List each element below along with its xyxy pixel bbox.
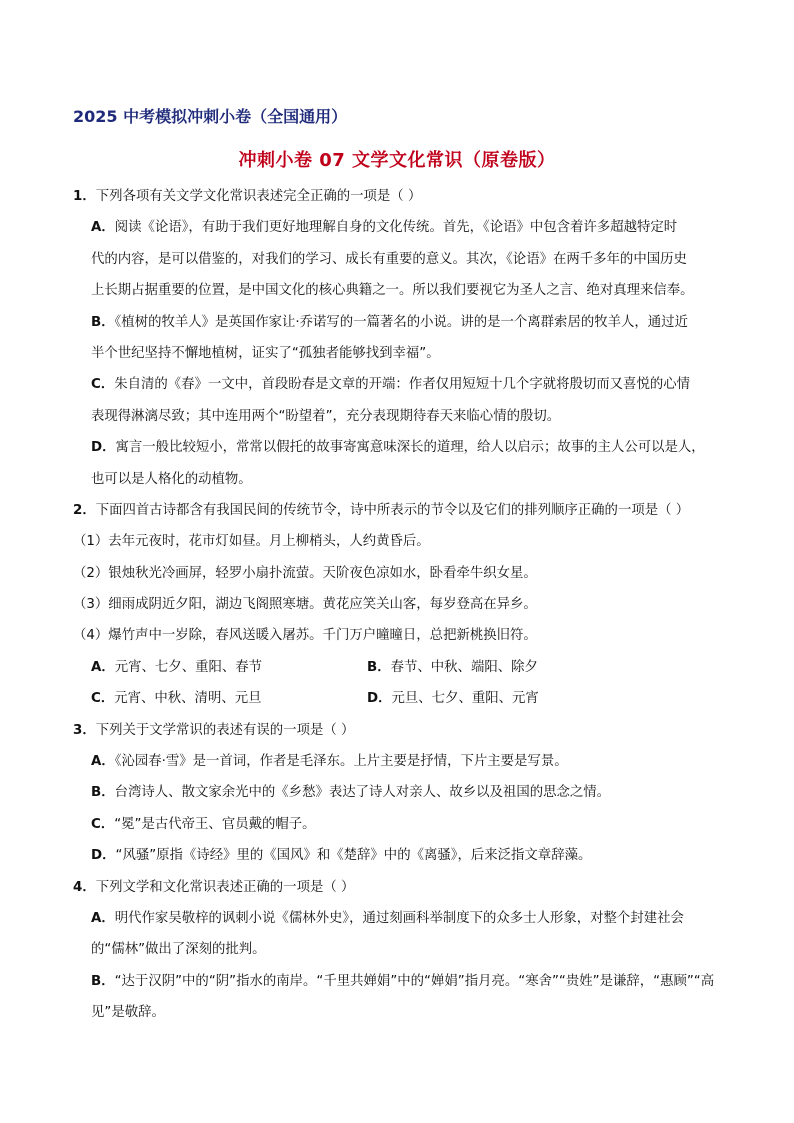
question-4-stem	[73, 877, 733, 908]
question-list	[73, 186, 733, 1034]
question-1-option-c	[73, 374, 733, 405]
question-1-option-b-cont: 半个世纪坚持不懈地植树，证实了“孤独者能够找到幸福”。	[91, 345, 440, 361]
option-label: A．	[91, 754, 115, 770]
question-2-option-a	[73, 657, 349, 688]
question-1-stem	[73, 186, 733, 217]
option-label: C．	[91, 816, 115, 832]
option-label: B．	[91, 785, 115, 801]
option-label: A．	[91, 910, 115, 926]
question-text: 下面四首古诗都含有我国民间的传统节令，诗中所表示的节令以及它们的排列顺序正确的一项是（ ）	[95, 502, 690, 518]
option-label: D．	[367, 691, 392, 707]
option-label: A．	[91, 220, 115, 236]
option-label: D．	[91, 440, 116, 456]
poem-line-4: （4）爆竹声中一岁除，春风送暖入屠苏。千门万户曈曈日，总把新桃换旧符。	[73, 628, 537, 644]
question-number: 2．	[73, 502, 96, 518]
option-label: B．	[367, 659, 391, 675]
question-3-stem	[73, 720, 733, 751]
question-1-option-d	[73, 437, 733, 468]
option-text: 元宵、七夕、重阳、春节	[114, 659, 263, 675]
question-2-option-c	[73, 688, 349, 719]
question-text: 下列各项有关文学文化常识表述完全正确的一项是（ ）	[95, 189, 422, 204]
question-4-option-a	[73, 908, 733, 939]
option-text: 元宵、中秋、清明、元旦	[114, 691, 262, 707]
option-label: C．	[91, 691, 115, 707]
question-3-option-d	[73, 845, 733, 876]
question-number: 4．	[73, 879, 96, 895]
question-2-options-row-1	[73, 657, 733, 688]
question-3-option-b	[73, 782, 733, 813]
option-text: “达于汉阴”中的“阴”指水的南岸。“千里共婵娟”中的“婵娟”指月亮。“寒舍”“贵姓”是谦辞，“惠顾”“高	[114, 973, 715, 989]
option-text: 朱自清的《春》一文中，首段盼春是文章的开端：作者仅用短短十几个字就将殷切而又喜悦的心情	[114, 377, 691, 393]
question-1-option-a-cont: 代的内容，是可以借鉴的，对我们的学习、成长有重要的意义。其次，《论语》在两千多年的中国历史	[91, 251, 687, 267]
option-text: 阅读《论语》，有助于我们更好地理解自身的文化传统。首先，《论语》中包含着许多超越特定时	[114, 220, 678, 236]
poem-line-2: （2）银烛秋光冷画屏，轻罗小扇扑流萤。天阶夜色凉如水，卧看牵牛织女星。	[73, 565, 537, 581]
question-text: 下列文学和文化常识表述正确的一项是（ ）	[95, 879, 355, 895]
question-1-option-a-cont: 上长期占据重要的位置，是中国文化的核心典籍之一。所以我们要视它为圣人之言、绝对真理来信奉。	[91, 283, 694, 299]
option-label: B．	[91, 973, 115, 989]
option-text: 《植树的牧羊人》是英国作家让·乔诺写的一篇著名的小说。讲的是一个离群索居的牧羊人，通过近	[114, 314, 688, 330]
option-text: 明代作家吴敬梓的讽刺小说《儒林外史》，通过刻画科举制度下的众多士人形象，对整个封建社会	[114, 910, 684, 926]
option-label: A．	[91, 659, 115, 675]
poem-line-1: （1）去年元夜时，花市灯如昼。月上柳梢头，人约黄昏后。	[73, 534, 430, 550]
question-2-option-d	[349, 688, 625, 719]
series-heading: 2025 中考模拟冲刺小卷（全国通用）	[73, 107, 348, 126]
page-title: 冲刺小卷 07 文学文化常识（原卷版）	[238, 150, 556, 171]
question-4-option-b	[73, 971, 733, 1002]
option-label: B．	[91, 314, 115, 330]
question-number: 1．	[73, 189, 96, 204]
question-number: 3．	[73, 722, 96, 738]
option-text: 台湾诗人、散文家余光中的《乡愁》表达了诗人对亲人、故乡以及祖国的思念之情。	[114, 785, 611, 801]
question-1-option-a	[73, 217, 733, 248]
option-label: D．	[91, 848, 116, 864]
option-text: “冕”是古代帝王、官员戴的帽子。	[114, 816, 316, 832]
option-text: 寓言一般比较短小，常常以假托的故事寄寓意味深长的道理，给人以启示；故事的主人公可以是人，	[115, 440, 705, 456]
question-1-option-c-cont: 表现得淋漓尽致；其中连用两个“盼望着”，充分表现期待春天来临心情的殷切。	[91, 408, 561, 424]
question-3-option-a	[73, 751, 733, 782]
question-2-options-row-2	[73, 688, 733, 719]
question-1-option-b	[73, 312, 733, 343]
question-2-option-b	[349, 657, 625, 688]
question-1-option-d-cont: 也可以是人格化的动植物。	[91, 471, 252, 487]
question-4-option-a-cont: 的“儒林”做出了深刻的批判。	[91, 942, 266, 958]
option-text: 元旦、七夕、重阳、元宵	[391, 691, 539, 707]
option-text: “风骚”原指《诗经》里的《国风》和《楚辞》中的《离骚》，后来泛指文章辞藻。	[115, 848, 592, 864]
option-label: C．	[91, 377, 115, 393]
poem-line-3: （3）细雨成阴近夕阳，湖边飞阁照寒塘。黄花应笑关山客，每岁登高在异乡。	[73, 597, 537, 613]
option-text: 春节、中秋、端阳、除夕	[390, 659, 538, 675]
question-text: 下列关于文学常识的表述有误的一项是（ ）	[95, 722, 355, 738]
option-text: 《沁园春·雪》是一首词，作者是毛泽东。上片主要是抒情，下片主要是写景。	[114, 754, 568, 770]
question-2-stem	[73, 500, 733, 531]
question-3-option-c	[73, 814, 733, 845]
question-4-option-b-cont: 见”是敬辞。	[91, 1005, 165, 1021]
